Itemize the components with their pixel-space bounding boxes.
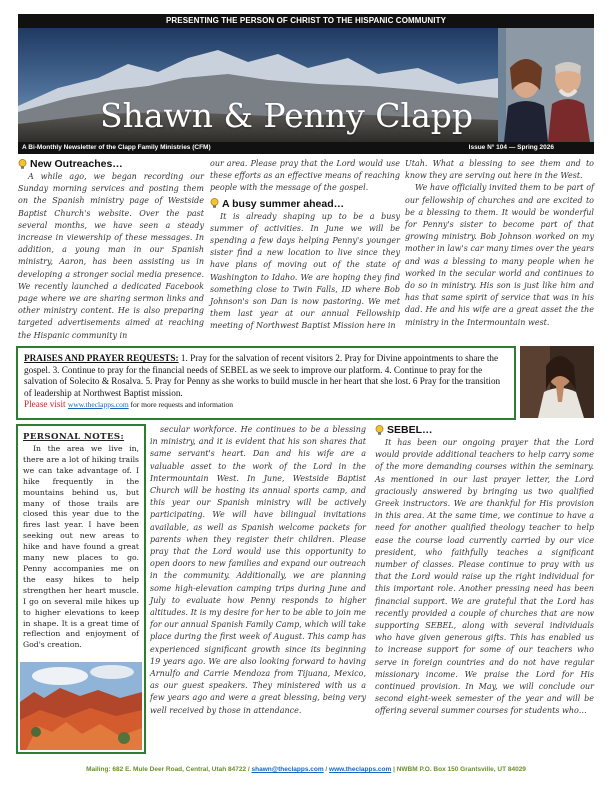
column-1 <box>18 158 204 342</box>
lightbulb-icon <box>18 159 27 170</box>
column-sebel <box>375 424 594 718</box>
summer-paragraph: It is already shaping up to be a busy summer of activities. In June we will be spending a few days helping Penny's younger sister find a new location to live since they have plans of moving out of the state of Washington to Idaho. We are hoping they find something close to Twin Falls, ID where Bob Johnson's son Dan is now pastoring. We met them last year at our annual Fellowship meeting of Northwest Baptist Mission here in <box>210 211 400 331</box>
website-link[interactable]: www.theclapps.com <box>67 400 129 409</box>
top-tagline-bar <box>18 14 594 28</box>
newsletter-title: Shawn & Penny Clapp <box>100 96 474 135</box>
heading-new-outreaches <box>18 158 204 170</box>
footer-contact <box>18 766 594 773</box>
summer-fellowship-paragraph: We have officially invited them to be part of our fellowship of churches and are excited to be a blessing to them. It would be wonderful for Penny's sister to become part of that growing ministry. Bob Johnson worked on my mother in law's car many times over the years and was a blessing to many people when he worked in the secular world and continues to do so in ministry. His son is just like him and has that same spirit of service that was in his dad. He and his wife are a great asset the the ministry in the Intermountain west. <box>405 183 594 327</box>
heading-text: New Outreaches… <box>30 158 123 170</box>
sebel-paragraph: It has been our ongoing prayer that the Lord would provide additional teachers to help carry some of the more demanding courses within the seminary. As mentioned in our last prayer letter, the Lord graciously answered by bringing us two qualified Greek instructors. We are thankful for His provision in this area. At the same time, we continue to have a need for another qualified theology teacher to help ease the course load currently carried by our vice president, who faithfully teaches a significant number of classes. Please continue to pray with us that the Lord would raise up the right individual for this important role. Another pressing need has been financial support. We are grateful that the Lord has recently provided a couple of churches that are now supporting SEBEL, along with several individuals who have given generous gifts. This has enabled us to increase support for some of our teachers who serve in foreign countries and do not have regular missionary income. We praise the Lord for His continued provision. In May, we will conclude our second eight-week semester of the year and will be offering several summer courses for students who… <box>375 438 594 716</box>
heading-busy-summer <box>210 198 400 210</box>
prayer-requests-box <box>16 346 516 420</box>
visit-suffix: for more requests and information <box>128 400 234 409</box>
praying-girl-photo <box>520 346 594 418</box>
red-rock-landscape-photo <box>20 662 142 750</box>
tagline: PRESENTING THE PERSON OF CHRIST TO THE HISPANIC COMMUNITY <box>165 16 447 25</box>
lightbulb-icon <box>210 198 219 209</box>
subtitle-bar <box>18 142 594 154</box>
footer-separator: / <box>323 766 330 773</box>
visit-label: Please visit <box>24 399 68 409</box>
header-hero <box>18 28 594 142</box>
personal-notes-box <box>16 424 146 754</box>
column-middle-lower <box>150 424 366 717</box>
summer-camp-paragraph: secular workforce. He continues to be a blessing in ministry, and it is evident that his son shares that same servant's heart. Dan and his wife are a valuable asset to the work of the Lord in the Intermountain West. In June, Westside Baptist Church will be hosting its annual sports camp, and this year our Spanish ministry will be actively participating. We will have bilingual invitations available, as well as Spanish welcome packets for parents when they register their children. Please pray that the Lord would use this opportunity to open doors to new families and expand our outreach in the community. Additionally, we are planning some high-elevation camping trips during June and July to evaluate how Penny responds to higher altitudes. It is my desire for her to be able to join me for our annual Spanish Family Camp, which will take place during the first week of August. This camp has experienced significant growth since its beginning 19 years ago. We are also looking forward to having Arnulfo and Carrie Mendoza from Tijuana, Mexico, as our guest speakers. They ministered with us a few years ago and were a great blessing, being very well received by those in attendance. <box>150 425 366 715</box>
nwbm-address: | NWBM P.O. Box 150 Grantsville, UT 84029 <box>391 766 526 773</box>
prayer-list: 1. Pray for the salvation of recent visitors 2. Pray for Divine appointments to share the gospel. 3. Continue to pray for the financial needs of SEBEL as we seek to improve our platform. 4. Continue to pray for the salvation of Solecito & Rosalva. 5. Pray for Penny as she works to build muscle in her heart that she lost. 6 Pray for the transition of leadership at Northwest Baptist mission. <box>24 353 501 398</box>
summer-continued-paragraph: Utah. What a blessing to see them and to know they are serving out here in the West. <box>405 159 594 181</box>
column-3 <box>405 158 594 329</box>
personal-notes-text: In the area we live in, there are a lot of hiking trails we can take advantage of. I hike frequently in the mountains behind us, but many of those trails are closed this year due to the fires last year. I have been seeking out new areas to hike and have found a great many new places to go. Penny accompanies me on the easy hikes to help strengthen her heart muscle. I go on several mile hikes up to higher elevations to keep in shape. It is a great time of reflection and enjoyment of God's creation. <box>23 444 139 650</box>
column-2 <box>210 158 400 333</box>
heading-text: A busy summer ahead… <box>222 197 345 210</box>
heading-text: SEBEL… <box>387 424 433 436</box>
issue-number: Issue N° 104 — Spring 2026 <box>468 144 554 151</box>
newsletter-subtitle: A Bi-Monthly Newsletter of the Clapp Family Ministries (CFM) <box>22 144 211 151</box>
mailing-address: Mailing: 682 E. Mule Deer Road, Central, Utah 84722 / <box>86 766 252 773</box>
personal-notes-heading: PERSONAL NOTES: <box>23 432 125 442</box>
email-link[interactable]: shawn@theclapps.com <box>251 766 324 773</box>
footer-website-link[interactable]: www.theclapps.com <box>329 766 392 773</box>
lightbulb-icon <box>375 425 384 436</box>
outreach-paragraph: A while ago, we began recording our Sunday morning services and posting them on the Spanish ministry page of Westside Baptist Church's website. Over the past several months, we have seen a steady increase in viewership of these messages. In addition, a young man in our Spanish ministry, Aaron, has been assisting us in developing a stronger social media presence. We recently launched a dedicated Facebook page where we are sharing sermon links and other ministry content. He is also preparing targeted advertisements aimed at reaching the Hispanic community in <box>18 172 204 340</box>
heading-sebel <box>375 424 594 436</box>
prayer-label: PRAISES AND PRAYER REQUESTS: <box>24 353 179 363</box>
outreach-continued-paragraph: our area. Please pray that the Lord would use these efforts as an effective means of reaching people with the message of the gospel. <box>210 159 400 193</box>
